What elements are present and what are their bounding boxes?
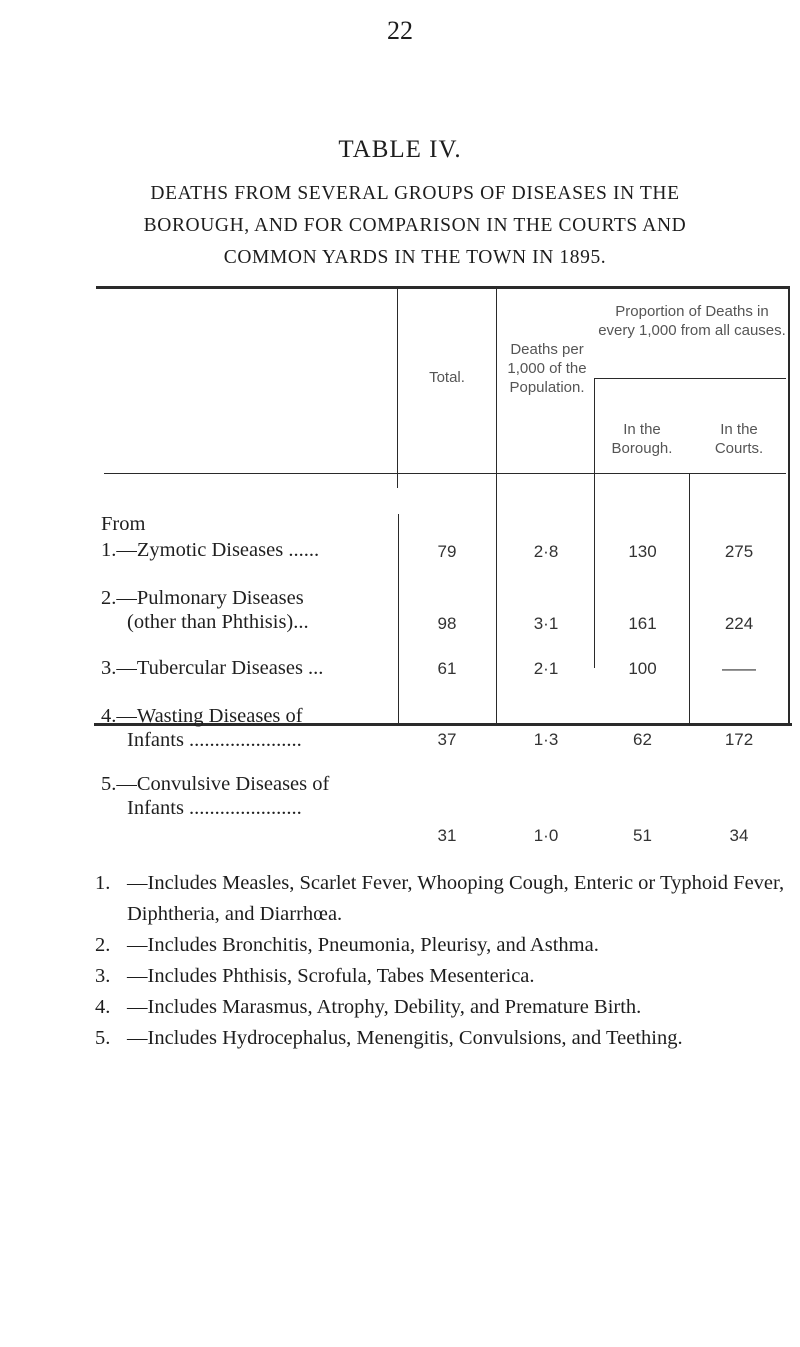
table-top-rule: [96, 286, 790, 289]
cell-borough: 161: [628, 614, 657, 633]
cell-per-1000: 2·1: [533, 659, 559, 678]
from-label: From: [101, 513, 146, 535]
header-proportion: Proportion of Deaths in every 1,000 from all causes.: [598, 303, 786, 339]
row-label: [101, 538, 401, 562]
row-label-line: 3.—Tubercular Diseases ...: [101, 657, 324, 679]
footnote-text: —Includes Phthisis, Scrofula, Tabes Mesenterica.: [127, 965, 535, 987]
footnote-text: —Includes Bronchitis, Pneumonia, Pleurisy, and Asthma.: [127, 934, 599, 956]
cell-borough: 100: [628, 659, 657, 678]
cell-courts: ——: [722, 659, 756, 678]
column-rule-1: [397, 288, 398, 488]
footnote-number: 3.: [95, 965, 111, 987]
footnote-text: —Includes Hydrocephalus, Menengitis, Convulsions, and Teething.: [127, 1027, 683, 1049]
page-number: 22: [387, 16, 413, 45]
cell-per-1000: 2·8: [533, 542, 559, 561]
row-label: [101, 656, 401, 680]
footnote: [95, 1023, 800, 1054]
table-heading: DEATHS FROM SEVERAL GROUPS OF DISEASES IN THE BOROUGH, AND FOR COMPARISON IN THE COURTS AND COMMON YARDS IN THE TOWN IN 1895.: [143, 183, 687, 268]
cell-borough: 130: [628, 542, 657, 561]
column-rule-4: [689, 474, 690, 726]
cell-total: 37: [437, 730, 457, 749]
header-deaths-per-1000: Deaths per 1,000 of the Population.: [507, 341, 587, 396]
cell-total: 31: [437, 826, 457, 845]
table-right-border: [788, 286, 790, 726]
footnote-number: 5.: [95, 1027, 111, 1049]
row-label: [101, 586, 401, 634]
cell-courts: 172: [724, 730, 754, 749]
row-label-line: 4.—Wasting Diseases of: [101, 705, 303, 727]
cell-borough: 62: [633, 730, 652, 749]
cell-courts: 34: [729, 826, 749, 845]
cell-total: 61: [437, 659, 457, 678]
column-rule-2: [496, 288, 497, 724]
row-label: [101, 704, 401, 752]
header-in-borough: In the Borough.: [611, 421, 673, 457]
footnote: [95, 930, 800, 961]
footnote-text: —Includes Measles, Scarlet Fever, Whooping Cough, Enteric or Typhoid Fever, Diphtheria, and Diarrhœa.: [127, 872, 785, 925]
row-label-line: 2.—Pulmonary Diseases: [101, 587, 304, 609]
cell-total: 98: [437, 614, 457, 633]
table-title: TABLE IV.: [338, 136, 462, 163]
row-label-line: Infants ......................: [127, 797, 302, 819]
cell-courts: 224: [724, 614, 754, 633]
cell-per-1000: 1·0: [533, 826, 559, 845]
cell-per-1000: 1·3: [533, 730, 559, 749]
footnote: [95, 961, 800, 992]
proportion-divider-rule: [594, 378, 786, 379]
row-label-line: Infants ......................: [127, 729, 302, 751]
cell-borough: 51: [633, 826, 652, 845]
row-label-line: 1.—Zymotic Diseases ......: [101, 539, 320, 561]
header-total: Total.: [429, 369, 465, 386]
cell-per-1000: 3·1: [533, 614, 559, 633]
data-table: [94, 286, 792, 768]
header-divider-rule: [104, 473, 786, 474]
row-label-line: 5.—Convulsive Diseases of: [101, 773, 330, 795]
footnotes: [95, 868, 800, 1054]
footnote-text: —Includes Marasmus, Atrophy, Debility, and Premature Birth.: [127, 996, 642, 1018]
footnote-number: 4.: [95, 996, 111, 1018]
footnote: [95, 868, 800, 930]
row-label: [101, 772, 401, 820]
header-in-courts: In the Courts.: [714, 421, 764, 457]
footnote-number: 1.: [95, 872, 111, 894]
cell-courts: 275: [724, 542, 754, 561]
cell-total: 79: [437, 542, 457, 561]
column-rule-3: [594, 378, 595, 668]
footnote-number: 2.: [95, 934, 111, 956]
row-label-line: (other than Phthisis)...: [127, 611, 309, 633]
footnote: [95, 992, 800, 1023]
